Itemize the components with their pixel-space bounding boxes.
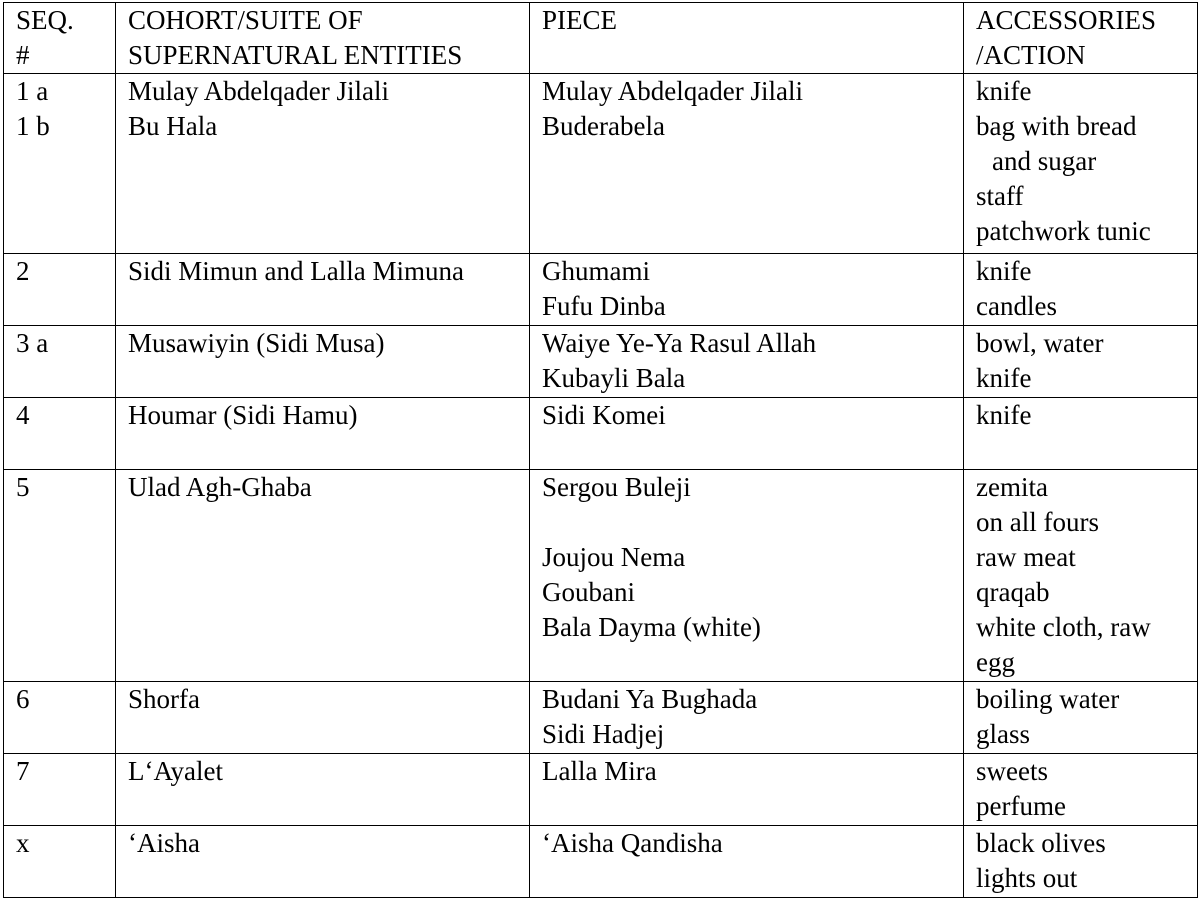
cohort-cell: Musawiyin (Sidi Musa): [116, 326, 530, 398]
table-row: [4, 326, 1198, 398]
seq-cell: 4: [4, 398, 116, 470]
cohort-cell: ‘Aisha: [116, 826, 530, 898]
piece-cell: Budani Ya Bughada Sidi Hadjej: [530, 682, 964, 754]
piece-cell: Waiye Ye-Ya Rasul Allah Kubayli Bala: [530, 326, 964, 398]
ritual-sequence-table: [3, 2, 1198, 898]
piece-cell: Sidi Komei: [530, 398, 964, 470]
accessories-cell: bowl, water knife: [964, 326, 1198, 398]
accessories-cell: boiling water glass: [964, 682, 1198, 754]
accessories-cell: sweets perfume: [964, 754, 1198, 826]
table-row: [4, 254, 1198, 326]
table-row: [4, 682, 1198, 754]
table-row: [4, 470, 1198, 682]
header-cohort: COHORT/SUITE OF SUPERNATURAL ENTITIES: [116, 3, 530, 74]
cohort-cell: Ulad Agh-Ghaba: [116, 470, 530, 682]
piece-cell: ‘Aisha Qandisha: [530, 826, 964, 898]
seq-cell: 2: [4, 254, 116, 326]
accessories-cell: black olives lights out: [964, 826, 1198, 898]
table-row: [4, 754, 1198, 826]
cohort-cell: Mulay Abdelqader Jilali Bu Hala: [116, 74, 530, 254]
seq-cell: x: [4, 826, 116, 898]
header-piece: PIECE: [530, 3, 964, 74]
table-row: [4, 74, 1198, 254]
cohort-cell: Shorfa: [116, 682, 530, 754]
cohort-cell: Sidi Mimun and Lalla Mimuna: [116, 254, 530, 326]
accessories-cell: knife bag with bread and sugar staff patchwork tunic: [964, 74, 1198, 254]
seq-cell: 1 a 1 b: [4, 74, 116, 254]
piece-cell: Ghumami Fufu Dinba: [530, 254, 964, 326]
cohort-cell: L‘Ayalet: [116, 754, 530, 826]
header-row: [4, 3, 1198, 74]
seq-cell: 3 a: [4, 326, 116, 398]
table-row: [4, 398, 1198, 470]
seq-cell: 5: [4, 470, 116, 682]
header-seq: SEQ. #: [4, 3, 116, 74]
piece-cell: Lalla Mira: [530, 754, 964, 826]
header-accessories: ACCESSORIES /ACTION: [964, 3, 1198, 74]
seq-cell: 7: [4, 754, 116, 826]
piece-cell: Mulay Abdelqader Jilali Buderabela: [530, 74, 964, 254]
seq-cell: 6: [4, 682, 116, 754]
accessories-cell: knife: [964, 398, 1198, 470]
accessories-cell: knife candles: [964, 254, 1198, 326]
accessories-cell: zemita on all fours raw meat qraqab white cloth, raw egg: [964, 470, 1198, 682]
piece-cell: Sergou Buleji Joujou Nema Goubani Bala Dayma (white): [530, 470, 964, 682]
cohort-cell: Houmar (Sidi Hamu): [116, 398, 530, 470]
table-row: [4, 826, 1198, 898]
